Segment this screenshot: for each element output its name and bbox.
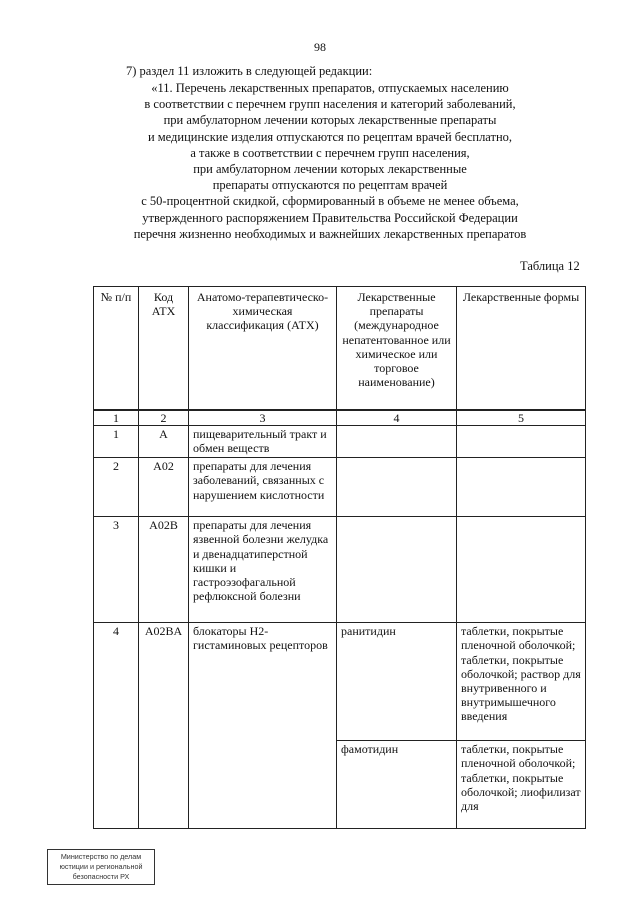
- atc-code: A02B: [139, 517, 189, 623]
- dosage-forms: таблетки, покрытые пленочной оболочкой; таблетки, покрытые оболочкой; лиофилизат для: [457, 741, 586, 829]
- page-number: 98: [314, 40, 326, 54]
- heading-line: а также в соответствии с перечнем групп населения,: [190, 145, 470, 160]
- heading-line: с 50-процентной скидкой, сформированный в объеме не менее объема,: [141, 194, 519, 209]
- column-number: 4: [337, 410, 457, 426]
- table-row: [94, 458, 586, 517]
- dosage-forms: таблетки, покрытые пленочной оболочкой; таблетки, покрытые оболочкой; раствор для внутривенного и внутримышечного введения: [457, 623, 586, 741]
- dosage-forms: [457, 458, 586, 517]
- heading-line: в соответствии с перечнем групп населения и категорий заболеваний,: [144, 97, 516, 112]
- table-row: [94, 623, 586, 741]
- heading-line: при амбулаторном лечении которых лекарственные: [193, 162, 467, 177]
- drug-name: [337, 426, 457, 458]
- table-caption: Таблица 12: [520, 259, 580, 273]
- column-number: 1: [94, 410, 139, 426]
- row-number: 2: [94, 458, 139, 517]
- stamp-line: Министерство по делам: [60, 852, 142, 861]
- atc-classification: препараты для лечения язвенной болезни желудка и двенадцатиперстной кишки и гастроэзофагальной рефлюксной болезни: [189, 517, 337, 623]
- row-number: 4: [94, 623, 139, 829]
- heading-line: «11. Перечень лекарственных препаратов, отпускаемых населению: [151, 81, 509, 95]
- table-header-row: [94, 287, 586, 411]
- column-number-row: [94, 410, 586, 426]
- atc-classification: блокаторы H2-гистаминовых рецепторов: [189, 623, 337, 829]
- drug-name: [337, 517, 457, 623]
- atc-classification: препараты для лечения заболеваний, связанных с нарушением кислотности: [189, 458, 337, 517]
- heading-line: перечня жизненно необходимых и важнейших лекарственных препаратов: [133, 226, 527, 241]
- column-number: 5: [457, 410, 586, 426]
- heading-line: утвержденного распоряжением Правительства Российской Федерации: [142, 210, 518, 225]
- header-dosage-forms: Лекарственные формы: [457, 287, 586, 411]
- atc-classification: пищеварительный тракт и обмен веществ: [189, 426, 337, 458]
- stamp-line: безопасности РХ: [72, 872, 130, 881]
- heading-line: при амбулаторном лечении которых лекарственные препараты: [163, 113, 497, 128]
- drug-name: [337, 458, 457, 517]
- column-number: 2: [139, 410, 189, 426]
- dosage-forms: [457, 426, 586, 458]
- dosage-forms: [457, 517, 586, 623]
- intro-paragraph: 7) раздел 11 изложить в следующей редакции:: [126, 64, 373, 78]
- section-heading: [90, 80, 570, 242]
- drug-name: фамотидин: [337, 741, 457, 829]
- stamp-line: юстиции и региональной: [59, 862, 143, 871]
- atc-code: A02BA: [139, 623, 189, 829]
- column-number: 3: [189, 410, 337, 426]
- header-atc-classification: Анатомо-терапевтическо-химическая классификация (АТХ): [189, 287, 337, 411]
- ministry-stamp: [47, 849, 155, 885]
- header-atc-code: Код АТХ: [139, 287, 189, 411]
- table-row: [94, 426, 586, 458]
- header-number: № п/п: [94, 287, 139, 411]
- atc-code: A: [139, 426, 189, 458]
- heading-line: препараты отпускаются по рецептам врачей: [212, 178, 448, 193]
- table-row: [94, 517, 586, 623]
- drug-name: ранитидин: [337, 623, 457, 741]
- row-number: 3: [94, 517, 139, 623]
- header-drug-name: Лекарственные препараты (международное непатентованное или химическое или торговое наименование): [337, 287, 457, 411]
- atc-code: A02: [139, 458, 189, 517]
- heading-line: и медицинские изделия отпускаются по рецептам врачей бесплатно,: [147, 129, 513, 144]
- drug-table: [93, 286, 586, 829]
- row-number: 1: [94, 426, 139, 458]
